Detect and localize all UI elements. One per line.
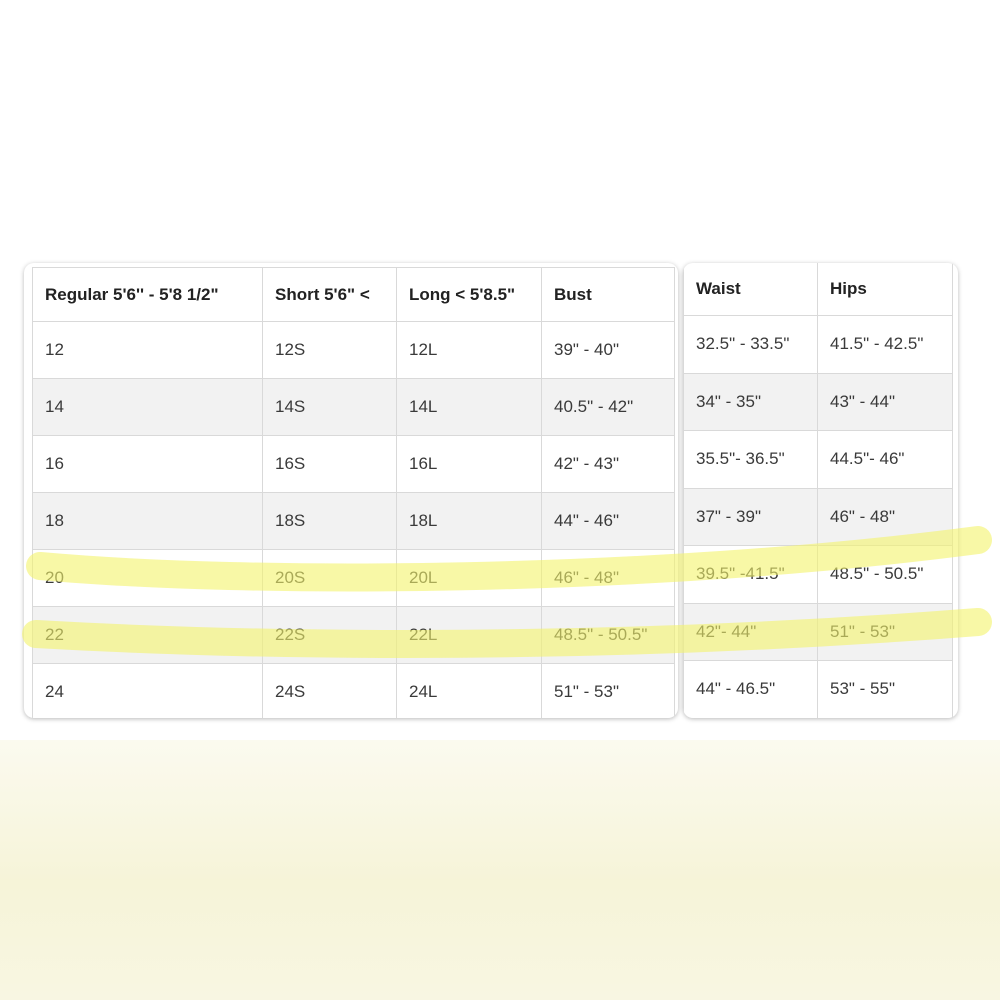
table-row [684,431,953,489]
table-cell: 14 [33,379,263,436]
table-cell: 44.5"- 46" [818,431,953,489]
table-row [33,664,675,719]
table-cell: 12 [33,322,263,379]
table-cell: 24 [33,664,263,719]
background-band [0,740,1000,1000]
header-waist: Waist [684,263,818,316]
table-row [684,373,953,431]
table-cell: 32.5" - 33.5" [684,316,818,374]
table-row [33,550,675,607]
size-chart-table [32,267,675,718]
table-row [33,436,675,493]
table-cell: 18L [397,493,542,550]
table-row [684,661,953,719]
table-row [684,546,953,604]
table-cell: 48.5" - 50.5" [818,546,953,604]
table-cell: 44" - 46" [542,493,675,550]
header-short: Short 5'6" < [263,268,397,322]
table-cell: 16S [263,436,397,493]
table-cell: 43" - 44" [818,373,953,431]
table-cell: 22 [33,607,263,664]
table-cell: 22L [397,607,542,664]
header-long: Long < 5'8.5" [397,268,542,322]
table-cell: 53" - 55" [818,661,953,719]
size-chart-card [24,263,678,718]
table-cell: 20L [397,550,542,607]
table-cell: 42" - 43" [542,436,675,493]
table-cell: 46" - 48" [818,488,953,546]
header-bust: Bust [542,268,675,322]
table-cell: 35.5"- 36.5" [684,431,818,489]
table-cell: 24L [397,664,542,719]
table-cell: 14S [263,379,397,436]
table-cell: 39" - 40" [542,322,675,379]
table-header-row [684,263,953,316]
table-cell: 42"- 44" [684,603,818,661]
table-row [684,488,953,546]
table-row [684,316,953,374]
table-cell: 12S [263,322,397,379]
table-cell: 24S [263,664,397,719]
table-cell: 34" - 35" [684,373,818,431]
table-cell: 51" - 53" [818,603,953,661]
table-cell: 16 [33,436,263,493]
table-cell: 41.5" - 42.5" [818,316,953,374]
header-regular: Regular 5'6'' - 5'8 1/2" [33,268,263,322]
table-row [33,322,675,379]
table-cell: 12L [397,322,542,379]
table-row [684,603,953,661]
table-cell: 37" - 39" [684,488,818,546]
waist-hips-card [683,263,958,718]
table-cell: 51" - 53" [542,664,675,719]
table-header-row [33,268,675,322]
table-cell: 44" - 46.5" [684,661,818,719]
table-cell: 22S [263,607,397,664]
table-row [33,379,675,436]
table-cell: 46" - 48" [542,550,675,607]
table-cell: 48.5" - 50.5" [542,607,675,664]
table-cell: 20S [263,550,397,607]
table-cell: 18 [33,493,263,550]
table-cell: 14L [397,379,542,436]
table-row [33,607,675,664]
table-row [33,493,675,550]
table-cell: 39.5" -41.5" [684,546,818,604]
table-cell: 20 [33,550,263,607]
table-cell: 40.5" - 42" [542,379,675,436]
header-hips: Hips [818,263,953,316]
table-cell: 18S [263,493,397,550]
table-cell: 16L [397,436,542,493]
waist-hips-table [683,263,953,718]
